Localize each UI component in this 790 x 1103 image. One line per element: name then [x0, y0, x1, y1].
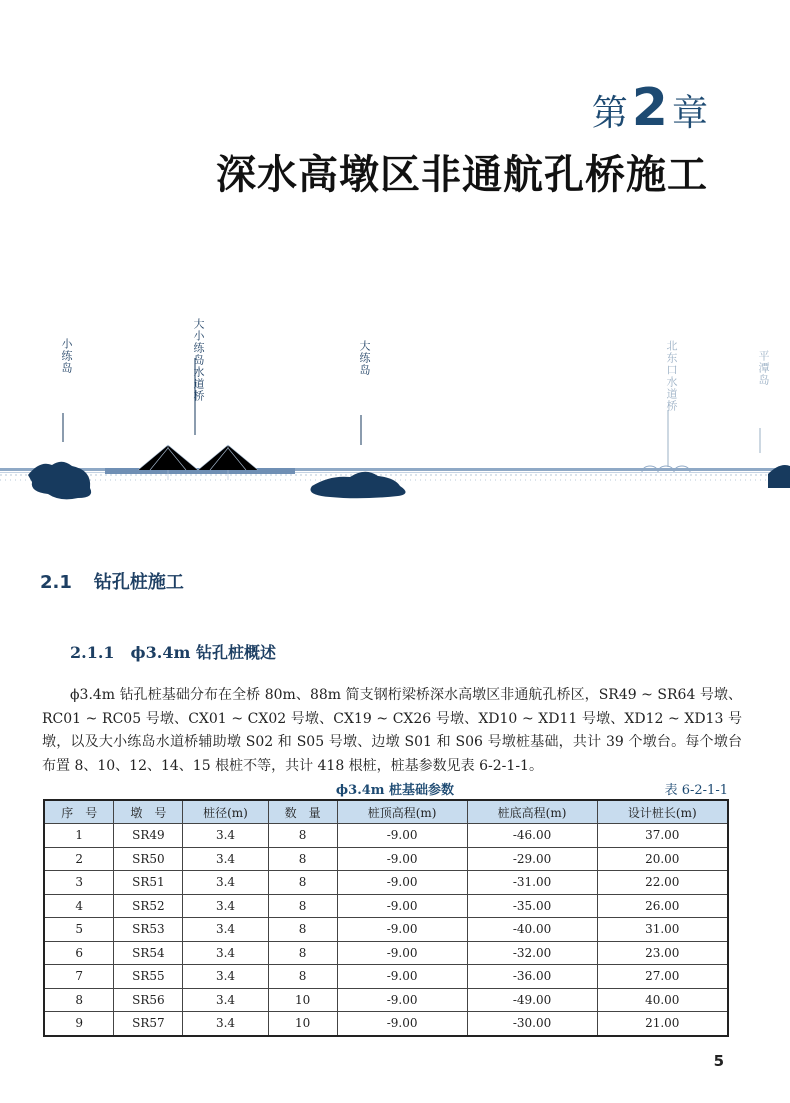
table-row: [44, 824, 728, 848]
table-cell: -9.00: [337, 1012, 467, 1036]
column-header: 数 量: [268, 800, 337, 824]
label-beidongkou-bridge: 北东口水道桥: [665, 340, 678, 412]
table-row: [44, 965, 728, 989]
column-header: 设计桩长(m): [597, 800, 728, 824]
label-xiaolian-island: 小练岛: [60, 338, 73, 374]
table-cell: 6: [44, 941, 114, 965]
column-header: 序 号: [44, 800, 114, 824]
table-number: 表 6-2-1-1: [664, 783, 728, 798]
table-cell: -36.00: [467, 965, 597, 989]
chapter-title: 深水高墩区非通航孔桥施工: [216, 152, 708, 198]
table-cell: 8: [268, 941, 337, 965]
bridge-illustration: [0, 310, 790, 510]
table-cell: 4: [44, 894, 114, 918]
table-row: [44, 894, 728, 918]
table-cell: 31.00: [597, 918, 728, 942]
table-cell: -9.00: [337, 918, 467, 942]
table-cell: 22.00: [597, 871, 728, 895]
table-cell: 37.00: [597, 824, 728, 848]
table-caption: ϕ3.4m 桩基础参数: [335, 783, 455, 798]
table-cell: 1: [44, 824, 114, 848]
label-dxl-channel-bridge: 大小练岛水道桥: [192, 318, 205, 402]
table-row: [44, 871, 728, 895]
table-cell: -9.00: [337, 988, 467, 1012]
table-cell: 10: [268, 988, 337, 1012]
table-cell: 8: [44, 988, 114, 1012]
table-cell: -9.00: [337, 824, 467, 848]
table-header-row: [44, 800, 728, 824]
table-cell: 3.4: [183, 824, 268, 848]
section-number: 2.1: [40, 572, 72, 593]
table-cell: 7: [44, 965, 114, 989]
table-cell: 3.4: [183, 918, 268, 942]
subsection-title: ϕ3.4m 钻孔桩概述: [130, 643, 276, 662]
table-cell: 20.00: [597, 847, 728, 871]
chapter-prefix: 第: [591, 93, 628, 134]
table-cell: -9.00: [337, 871, 467, 895]
table-cell: 3.4: [183, 965, 268, 989]
table-cell: -30.00: [467, 1012, 597, 1036]
table-cell: 5: [44, 918, 114, 942]
table-cell: 3.4: [183, 941, 268, 965]
table-row: [44, 988, 728, 1012]
table-cell: -49.00: [467, 988, 597, 1012]
chapter-num: 2: [631, 78, 668, 138]
column-header: 桩顶高程(m): [337, 800, 467, 824]
table-cell: 3.4: [183, 847, 268, 871]
table-cell: -9.00: [337, 847, 467, 871]
body-paragraph: ϕ3.4m 钻孔桩基础分布在全桥 80m、88m 简支钢桁梁桥深水高墩区非通航孔桥区，SR49 ~ SR64 号墩、RC01 ~ RC05 号墩、CX01 ~ CX02 号墩、CX19 ~ CX26 号墩、XD10 ~ XD11 号墩、XD12 ~ XD13 号墩，以及大小练岛水道桥辅助墩 S02 和 S05 号墩、边墩 S01 和 S06 号墩桩基础，共计 39 个墩台。每个墩台布置 8、10、12、14、15 根桩不等，共计 418 根桩，桩基参数见表 6-2-1-1。: [42, 687, 742, 774]
table-cell: 3.4: [183, 871, 268, 895]
pile-parameters-table: [43, 799, 729, 1037]
table-cell: 2: [44, 847, 114, 871]
table-cell: -46.00: [467, 824, 597, 848]
table-cell: 23.00: [597, 941, 728, 965]
page-number: 5: [713, 1052, 724, 1070]
column-header: 墩 号: [114, 800, 183, 824]
table-cell: 27.00: [597, 965, 728, 989]
table-cell: 3.4: [183, 988, 268, 1012]
table-cell: 8: [268, 894, 337, 918]
section-heading: [40, 568, 206, 594]
table-cell: -40.00: [467, 918, 597, 942]
table-cell: -32.00: [467, 941, 597, 965]
table-cell: SR52: [114, 894, 183, 918]
table-cell: 8: [268, 824, 337, 848]
table-cell: SR49: [114, 824, 183, 848]
table-cell: 8: [268, 847, 337, 871]
table-cell: -35.00: [467, 894, 597, 918]
subsection-heading: [70, 640, 276, 663]
label-pingtan-island: 平潭岛: [757, 350, 770, 386]
subsection-number: 2.1.1: [70, 643, 115, 662]
table-cell: 26.00: [597, 894, 728, 918]
table-cell: 9: [44, 1012, 114, 1036]
table-cell: 10: [268, 1012, 337, 1036]
table-row: [44, 847, 728, 871]
table-cell: SR57: [114, 1012, 183, 1036]
chapter-number: [592, 78, 708, 138]
table-row: [44, 918, 728, 942]
table-cell: SR54: [114, 941, 183, 965]
table-cell: -9.00: [337, 941, 467, 965]
table-cell: SR50: [114, 847, 183, 871]
column-header: 桩径(m): [183, 800, 268, 824]
section-title: 钻孔桩施工: [93, 572, 184, 593]
table-cell: 40.00: [597, 988, 728, 1012]
table-cell: 8: [268, 965, 337, 989]
table-row: [44, 1012, 728, 1036]
table-cell: SR53: [114, 918, 183, 942]
table-cell: -29.00: [467, 847, 597, 871]
column-header: 桩底高程(m): [467, 800, 597, 824]
chapter-suffix: 章: [671, 93, 708, 134]
table-cell: 3: [44, 871, 114, 895]
table-cell: -9.00: [337, 965, 467, 989]
table-row: [44, 941, 728, 965]
table-cell: 8: [268, 918, 337, 942]
table-cell: 21.00: [597, 1012, 728, 1036]
table-cell: 8: [268, 871, 337, 895]
label-dalian-island: 大练岛: [358, 340, 371, 376]
table-cell: 3.4: [183, 1012, 268, 1036]
table-cell: SR55: [114, 965, 183, 989]
table-cell: SR51: [114, 871, 183, 895]
table-cell: SR56: [114, 988, 183, 1012]
table-cell: -31.00: [467, 871, 597, 895]
table-cell: -9.00: [337, 894, 467, 918]
table-cell: 3.4: [183, 894, 268, 918]
